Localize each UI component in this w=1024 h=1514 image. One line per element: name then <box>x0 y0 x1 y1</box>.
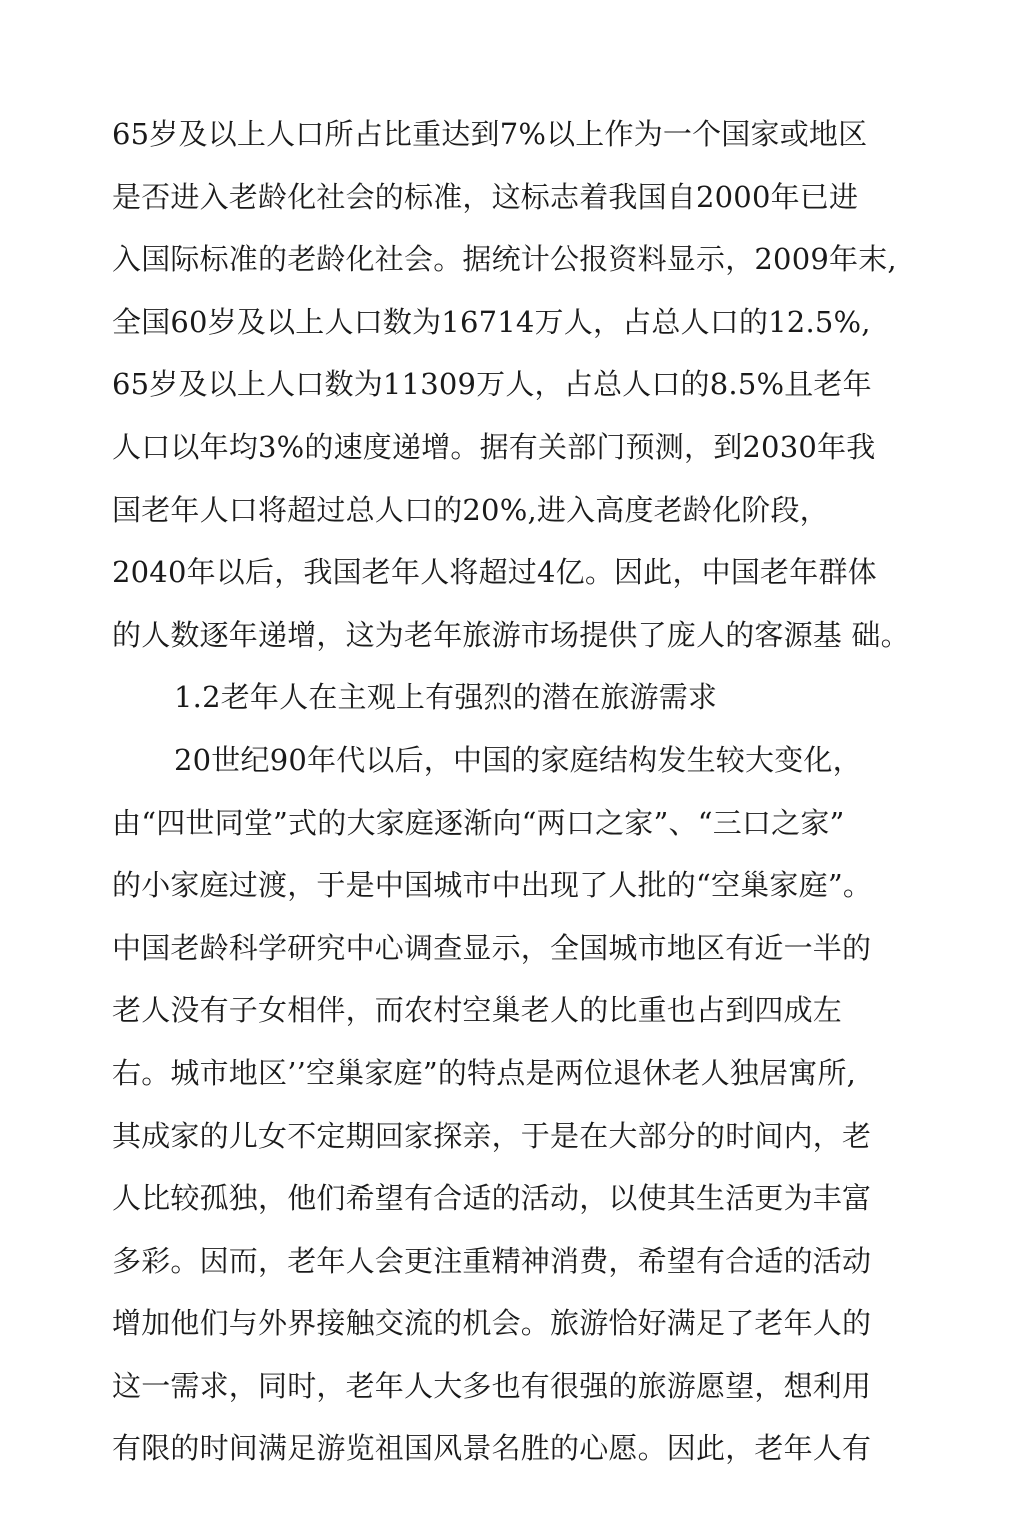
paragraph-line: 其成家的儿女不定期回家探亲，于是在大部分的时间内，老 <box>112 1118 872 1153</box>
paragraph-line: 多彩。因而，老年人会更注重精神消费，希望有合适的活动 <box>112 1243 872 1278</box>
paragraph-line: 由“四世同堂”式的大家庭逐渐向“两口之家”、“三口之家” <box>112 805 845 840</box>
paragraph-line: 是否进入老龄化社会的标准，这标志着我国自2000年已进 <box>112 179 859 214</box>
paragraph-line-indented: 20世纪90年代以后，中国的家庭结构发生较大变化， <box>174 742 862 777</box>
paragraph-line: 65岁及以上人口数为11309万人，占总人口的8.5%且老年 <box>112 367 872 402</box>
paragraph-line: 入国际标准的老龄化社会。据统计公报资料显示，2009年末, <box>112 242 897 277</box>
paragraph-line-indented: 1.2老年人在主观上有强烈的潜在旅游需求 <box>174 680 718 715</box>
paragraph-line: 中国老龄科学研究中心调查显示，全国城市地区有近一半的 <box>112 930 872 965</box>
paragraph-line: 的人数逐年递增，这为老年旅游市场提供了庞人的客源基 础。 <box>112 617 910 652</box>
paragraph-line: 有限的时间满足游览祖国风景名胜的心愿。因此，老年人有 <box>112 1431 872 1466</box>
paragraph-line: 人比较孤独，他们希望有合适的活动，以使其生活更为丰富 <box>112 1181 872 1216</box>
paragraph-line: 右。城市地区’’空巢家庭”的特点是两位退休老人独居寓所, <box>112 1055 857 1090</box>
paragraph-line: 2040年以后，我国老年人将超过4亿。因此，中国老年群体 <box>112 555 877 590</box>
paragraph-line: 全国60岁及以上人口数为16714万人，占总人口的12.5%, <box>112 304 871 339</box>
paragraph-line: 老人没有子女相伴，而农村空巢老人的比重也占到四成左 <box>112 993 843 1028</box>
paragraph-line: 人口以年均3%的速度递增。据有关部门预测，到2030年我 <box>112 429 876 464</box>
paragraph-line: 增加他们与外界接触交流的机会。旅游恰好满足了老年人的 <box>112 1306 872 1341</box>
paragraph-line: 65岁及以上人口所占比重达到7%以上作为一个国家或地区 <box>112 117 868 151</box>
body-text <box>112 103 910 1480</box>
paragraph-line: 这一需求，同时，老年人大多也有很强的旅游愿望，想利用 <box>112 1368 872 1403</box>
paragraph-line: 国老年人口将超过总人口的20%,进入高度老龄化阶段， <box>112 492 829 527</box>
paragraph-line: 的小家庭过渡，于是中国城市中出现了人批的“空巢家庭”。 <box>112 868 873 903</box>
